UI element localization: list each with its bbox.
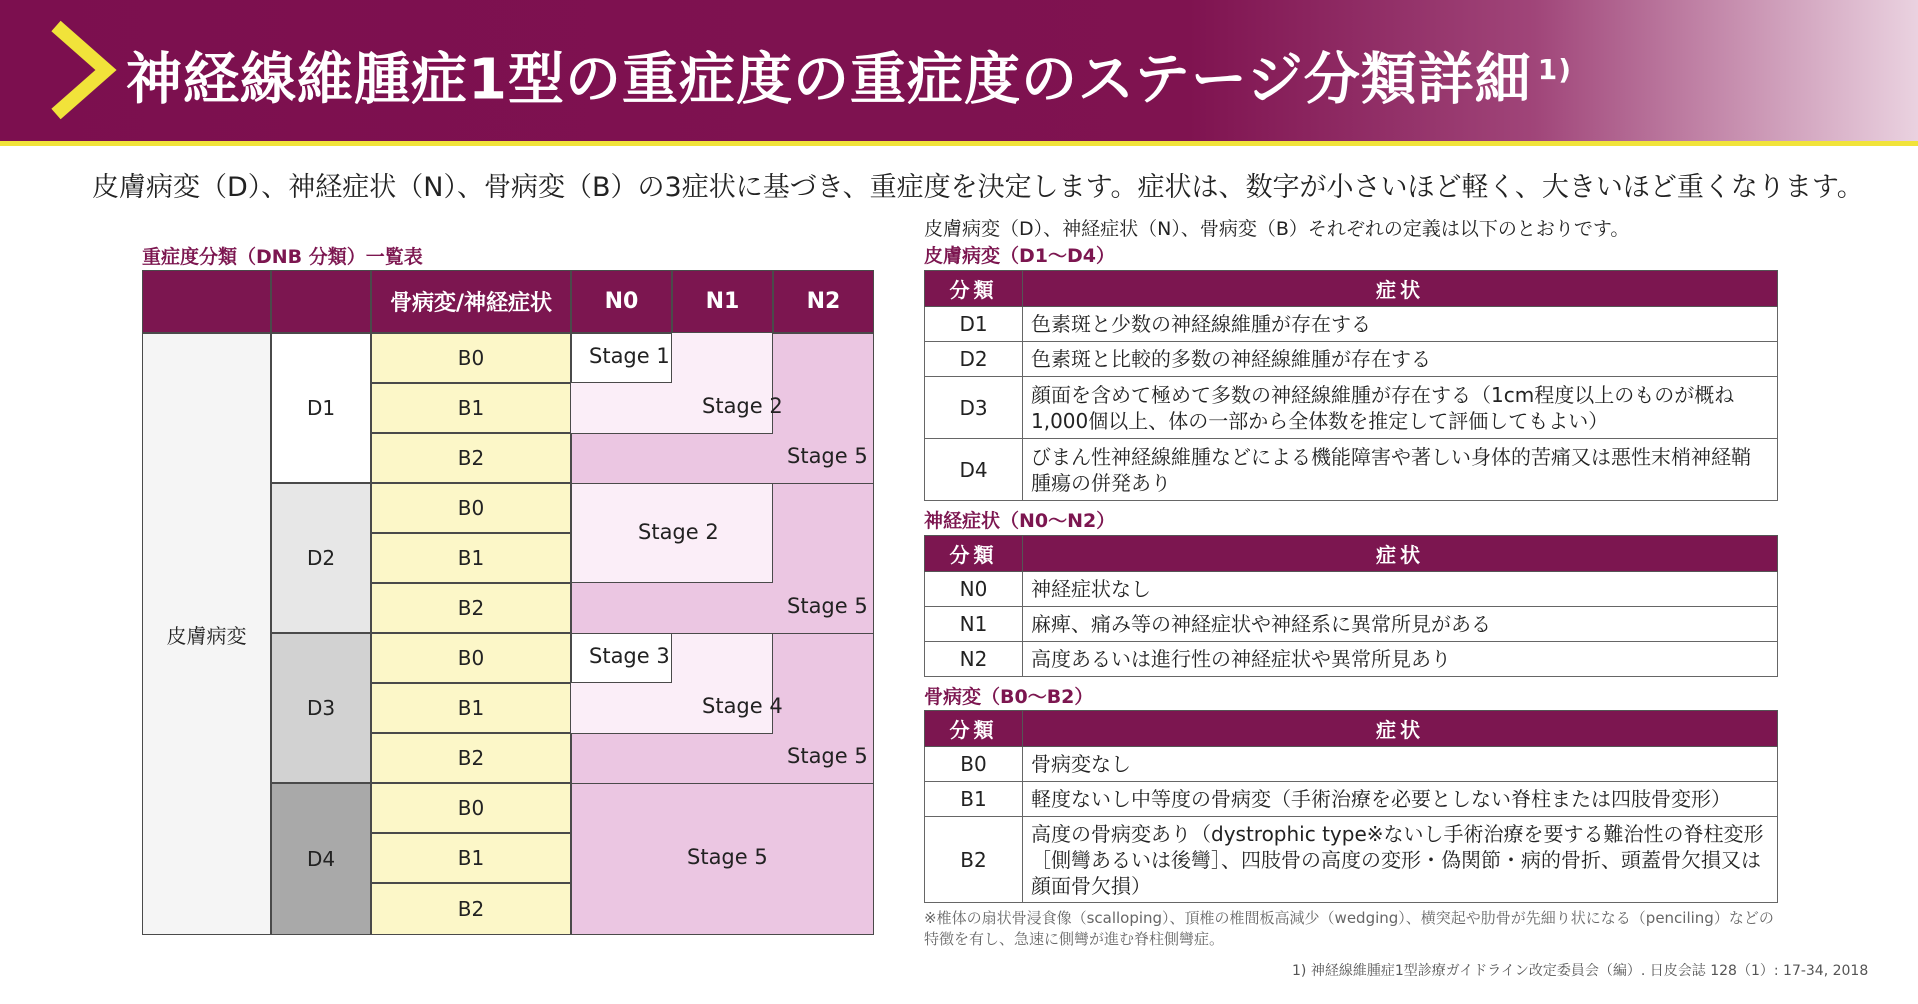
b-label-d2-b0: B0	[371, 483, 571, 533]
grid-header-bone-nerve: 骨病変/神経症状	[371, 270, 571, 333]
nerve-text-n0: 神経症状なし	[1023, 572, 1778, 607]
skin-col-symptom: 症状	[1023, 271, 1778, 307]
skin-lesion-table	[924, 270, 1778, 501]
b-label-d4-b0: B0	[371, 783, 571, 833]
table-row	[925, 307, 1778, 342]
stage4-d3-border-right	[772, 633, 773, 734]
bone-col-symptom: 症状	[1023, 711, 1778, 747]
d-label-d2: D2	[271, 483, 371, 633]
nerve-col-symptom: 症状	[1023, 536, 1778, 572]
grid-header-n0: N0	[571, 270, 672, 333]
b-label-d4-b1: B1	[371, 833, 571, 883]
stage-label-d2-stage2: Stage 2	[638, 520, 719, 544]
table-row	[925, 747, 1778, 782]
nerve-caption: 神経症状（N0〜N2）	[924, 510, 1116, 532]
reference-citation: 1) 神経線維腫症1型診療ガイドライン改定委員会（編）. 日皮会誌 128（1）: 17-34, 2018	[1292, 963, 1869, 979]
bone-text-b0: 骨病変なし	[1023, 747, 1778, 782]
header-banner	[0, 0, 1918, 141]
dnb-table-caption: 重症度分類（DNB 分類）一覧表	[142, 246, 423, 268]
stage-label-d1-stage2: Stage 2	[702, 394, 783, 418]
grid-header-n1: N1	[672, 270, 773, 333]
nerve-code-n0: N0	[925, 572, 1023, 607]
b-label-d2-b2: B2	[371, 583, 571, 633]
skin-code-d4: D4	[925, 439, 1023, 501]
skin-code-d1: D1	[925, 307, 1023, 342]
b-label-d1-b2: B2	[371, 433, 571, 483]
bone-code-b2: B2	[925, 817, 1023, 903]
stage-label-stage1: Stage 1	[589, 344, 670, 368]
bone-text-b2: 高度の骨病変あり（dystrophic type※ないし手術治療を要する難治性の脊柱変形［側彎あるいは後彎］、四肢骨の高度の変形・偽関節・病的骨折、頭蓋骨欠損又は顔面骨欠損）	[1023, 817, 1778, 903]
table-row	[925, 439, 1778, 501]
d3-d4-separator	[571, 783, 874, 784]
grid-header-n2: N2	[773, 270, 874, 333]
skin-code-d3: D3	[925, 377, 1023, 439]
b-label-d1-b0: B0	[371, 333, 571, 383]
nerve-col-class: 分類	[925, 536, 1023, 572]
skin-text-d4: びまん性神経線維腫などによる機能障害や著しい身体的苦痛又は悪性末梢神経鞘腫瘍の併発あり	[1023, 439, 1778, 501]
title-footnote-mark: 1)	[1537, 53, 1573, 86]
skin-text-d2: 色素斑と比較的多数の神経線維腫が存在する	[1023, 342, 1778, 377]
b-label-d3-b1: B1	[371, 683, 571, 733]
table-row	[925, 572, 1778, 607]
skin-text-d3: 顔面を含めて極めて多数の神経線維腫が存在する（1cm程度以上のものが概ね1,000個以上、体の一部から全体数を推定して評価してもよい）	[1023, 377, 1778, 439]
stage2-d1-border-bottom	[571, 433, 773, 434]
stage2-d1-border-right	[772, 333, 773, 434]
nerve-text-n1: 麻痺、痛み等の神経症状や神経系に異常所見がある	[1023, 607, 1778, 642]
table-row	[925, 342, 1778, 377]
nerve-code-n1: N1	[925, 607, 1023, 642]
stage-label-d4-stage5: Stage 5	[687, 845, 768, 869]
stage-label-d1-stage5: Stage 5	[787, 444, 868, 468]
stage-label-d2-stage5: Stage 5	[787, 594, 868, 618]
stage-label-d3-stage5: Stage 5	[787, 744, 868, 768]
skin-code-d2: D2	[925, 342, 1023, 377]
bone-caption: 骨病変（B0〜B2）	[924, 686, 1094, 708]
bone-col-class: 分類	[925, 711, 1023, 747]
row-group-skin-lesion: 皮膚病変	[142, 333, 271, 935]
stage2-d1-region-upper	[672, 333, 773, 383]
b-label-d4-b2: B2	[371, 883, 571, 935]
d1-d2-separator	[571, 483, 874, 484]
stage4-d3-region-upper	[672, 633, 773, 683]
bone-text-b1: 軽度ないし中等度の骨病変（手術治療を必要としない脊柱または四肢骨変形）	[1023, 782, 1778, 817]
table-row	[925, 782, 1778, 817]
table-row	[925, 377, 1778, 439]
nerve-table	[924, 535, 1778, 677]
table-row	[925, 642, 1778, 677]
bone-table	[924, 710, 1778, 903]
skin-text-d1: 色素斑と少数の神経線維腫が存在する	[1023, 307, 1778, 342]
stage-label-stage4: Stage 4	[702, 694, 783, 718]
grid-header-blank-2	[271, 270, 371, 333]
nerve-text-n2: 高度あるいは進行性の神経症状や異常所見あり	[1023, 642, 1778, 677]
bone-code-b0: B0	[925, 747, 1023, 782]
d-label-d3: D3	[271, 633, 371, 783]
stage4-d3-border-bottom	[571, 733, 773, 734]
b-label-d3-b2: B2	[371, 733, 571, 783]
table-row	[925, 817, 1778, 903]
d2-d3-separator	[571, 633, 874, 634]
page-title: 神経線維腫症1型の重症度の重症度のステージ分類詳細 $^{1)}$	[126, 47, 1573, 113]
stage-label-stage3: Stage 3	[589, 644, 670, 668]
b-label-d2-b1: B1	[371, 533, 571, 583]
definitions-intro: 皮膚病変（D）、神経症状（N）、骨病変（B）それぞれの定義は以下のとおりです。	[924, 218, 1630, 240]
skin-col-class: 分類	[925, 271, 1023, 307]
dnb-classification-grid	[142, 270, 874, 935]
b-label-d1-b1: B1	[371, 383, 571, 433]
chevron-right-icon	[48, 18, 118, 122]
skin-lesion-caption: 皮膚病変（D1〜D4）	[924, 245, 1115, 267]
footnote-text: ※椎体の扇状骨浸食像（scalloping）、頂椎の椎間板高減少（wedging）、横突起や肋骨が先細り状になる（penciling）などの特徴を有し、急速に側彎が進む脊柱側彎症。	[924, 909, 1774, 948]
table-row	[925, 607, 1778, 642]
intro-text: 皮膚病変（D）、神経症状（N）、骨病変（B）の3症状に基づき、重症度を決定します。症状は、数字が小さいほど軽く、大きいほど重くなります。	[92, 172, 1864, 203]
grid-header-blank-1	[142, 270, 271, 333]
d-label-d4: D4	[271, 783, 371, 935]
nerve-code-n2: N2	[925, 642, 1023, 677]
bone-code-b1: B1	[925, 782, 1023, 817]
b-label-d3-b0: B0	[371, 633, 571, 683]
header-divider	[0, 141, 1918, 146]
d-label-d1: D1	[271, 333, 371, 483]
